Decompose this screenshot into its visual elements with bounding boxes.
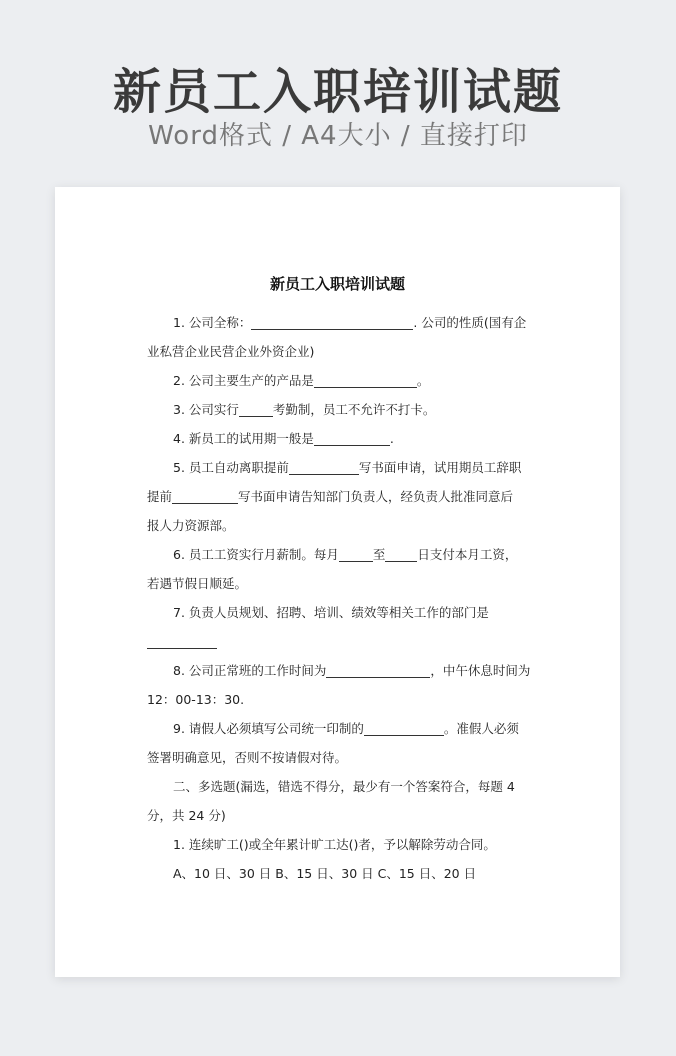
- answer-blank: [172, 488, 238, 504]
- multi-question-1-text: 1. 连续旷工()或全年累计旷工达()者，予以解除劳动合同。: [173, 837, 496, 852]
- section-2-heading: 二、多选题(漏选，错选不得分，最少有一个答案符合，每题 4: [173, 779, 515, 794]
- question-1-line-1: [147, 308, 532, 337]
- question-8-text-end: 12：00-13：30.: [147, 692, 245, 707]
- question-5-text: 5. 员工自动离职提前: [173, 460, 289, 475]
- question-2-text: 2. 公司主要生产的产品是: [173, 373, 314, 388]
- document-page: [55, 187, 620, 977]
- question-8-text: 8. 公司正常班的工作时间为: [173, 663, 327, 678]
- question-6-line-2: [147, 569, 532, 598]
- question-3-line: [147, 395, 532, 424]
- question-7-line-1: [147, 598, 532, 627]
- question-1-line-2: [147, 337, 532, 366]
- question-5-text-end: 报人力资源部。: [147, 518, 235, 533]
- question-5-text-cont: 写书面申请，试用期员工辞职: [358, 460, 522, 475]
- question-2-line: [147, 366, 532, 395]
- question-5-line-1: [147, 453, 532, 482]
- question-5-line-2: [147, 482, 532, 511]
- page-hero-title: 新员工入职培训试题: [112, 64, 563, 120]
- question-5-line-3: [147, 511, 532, 540]
- question-8-line-1: [147, 656, 532, 685]
- answer-blank: [326, 662, 430, 678]
- question-8-line-2: [147, 685, 532, 714]
- multi-question-1-options: [147, 859, 532, 888]
- question-6-text-mid: 至: [372, 547, 386, 562]
- question-5-text-2: 提前: [147, 489, 173, 504]
- question-4-line: [147, 424, 532, 453]
- question-6-text: 6. 员工工资实行月薪制。每月: [173, 547, 339, 562]
- answer-blank: [339, 546, 373, 562]
- question-9-line-1: [147, 714, 532, 743]
- question-1-text: 1. 公司全称：: [173, 315, 252, 330]
- document-title: 新员工入职培训试题: [269, 275, 405, 293]
- question-2-text-end: 。: [416, 373, 430, 388]
- question-9-line-2: [147, 743, 532, 772]
- section-2-heading-line-1: [147, 772, 532, 801]
- section-2-heading-end: 分，共 24 分): [147, 808, 226, 823]
- answer-blank: [251, 314, 413, 330]
- question-1-text-end: 业私营企业民营企业外资企业): [147, 344, 315, 359]
- answer-blank: [364, 720, 444, 736]
- multi-question-1-line: [147, 830, 532, 859]
- answer-blank: [385, 546, 417, 562]
- question-1-text-cont: . 公司的性质(国有企: [413, 315, 527, 330]
- question-4-text-end: .: [389, 431, 394, 446]
- question-4-text: 4. 新员工的试用期一般是: [173, 431, 314, 446]
- multi-question-1-choices: A、10 日、30 日 B、15 日、30 日 C、15 日、20 日: [173, 866, 477, 881]
- question-6-line-1: [147, 540, 532, 569]
- question-9-text-end: 签署明确意见，否则不按请假对待。: [147, 750, 348, 765]
- question-6-text-cont: 日支付本月工资，: [417, 547, 518, 562]
- question-6-text-end: 若遇节假日顺延。: [147, 576, 248, 591]
- answer-blank: [239, 401, 273, 417]
- document-body: [147, 308, 532, 888]
- answer-blank: [314, 430, 390, 446]
- answer-blank: [147, 633, 217, 649]
- question-8-text-cont: ，中午休息时间为: [430, 663, 531, 678]
- page-hero-subtitle: Word格式 / A4大小 / 直接打印: [148, 121, 528, 151]
- question-5-text-3: 写书面申请告知部门负责人，经负责人批准同意后: [238, 489, 514, 504]
- question-9-text-cont: 。准假人必须: [443, 721, 519, 736]
- answer-blank: [314, 372, 417, 388]
- question-3-text: 3. 公司实行: [173, 402, 239, 417]
- answer-blank: [289, 459, 359, 475]
- question-7-line-2: [147, 627, 532, 656]
- question-9-text: 9. 请假人必须填写公司统一印制的: [173, 721, 364, 736]
- question-7-text: 7. 负责人员规划、招聘、培训、绩效等相关工作的部门是: [173, 605, 489, 620]
- section-2-heading-line-2: [147, 801, 532, 830]
- question-3-text-end: 考勤制，员工不允许不打卡。: [272, 402, 436, 417]
